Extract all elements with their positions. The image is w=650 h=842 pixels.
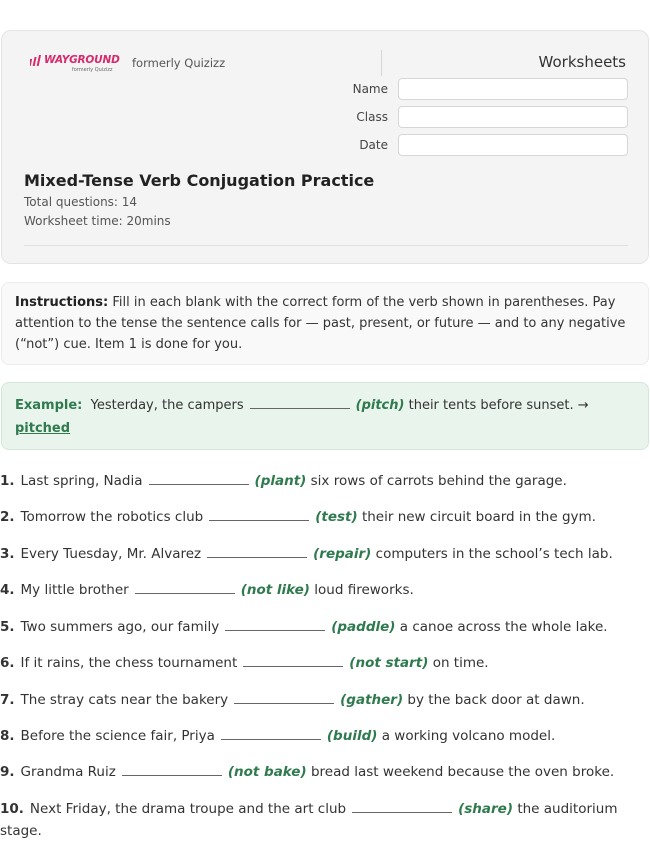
question-text-start: Grandma Ruiz <box>20 764 116 780</box>
question-text-start: Next Friday, the drama troupe and the art club <box>29 801 347 817</box>
worksheets-label: Worksheets <box>538 53 626 71</box>
verb-cue: (paddle) <box>331 619 396 635</box>
question-item <box>0 761 640 783</box>
question-text-start: Before the science fair, Priya <box>20 728 215 744</box>
verb-cue: (plant) <box>254 473 307 489</box>
question-text-end: bread last weekend because the oven broke. <box>310 764 615 780</box>
question-item <box>0 798 640 842</box>
question-item <box>0 579 640 601</box>
class-field[interactable] <box>398 106 628 128</box>
date-label: Date <box>359 138 388 152</box>
question-text-end: their new circuit board in the gym. <box>361 509 596 525</box>
question-item <box>0 725 640 747</box>
instructions-label: Instructions: <box>15 295 109 310</box>
verb-cue: (share) <box>458 801 514 817</box>
question-number: 1. <box>0 473 15 489</box>
question-text-end: six rows of carrots behind the garage. <box>310 473 567 489</box>
question-item <box>0 689 640 711</box>
verb-cue: (build) <box>326 728 378 744</box>
answer-blank[interactable] <box>122 775 222 776</box>
question-number: 6. <box>0 655 15 671</box>
example-label: Example: <box>15 398 83 413</box>
question-number: 8. <box>0 728 15 744</box>
answer-blank[interactable] <box>149 484 249 485</box>
question-text-end: the auditorium stage. <box>0 801 618 839</box>
question-text-end: a canoe across the whole lake. <box>399 619 608 635</box>
name-label: Name <box>352 82 388 96</box>
answer-blank[interactable] <box>352 812 452 813</box>
question-number: 5. <box>0 619 15 635</box>
question-item <box>0 470 640 492</box>
question-text-start: Every Tuesday, Mr. Alvarez <box>20 546 202 562</box>
example-verb-cue: (pitch) <box>355 398 405 413</box>
question-number: 3. <box>0 546 15 562</box>
instructions-text: Fill in each blank with the correct form of the verb shown in parentheses. Pay attention to the tense the sentence calls for — past, present, or future — and to any negative (“not”) cue. Item 1 is done for you. <box>15 295 626 352</box>
question-text-start: Two summers ago, our family <box>20 619 220 635</box>
logo-mark-icon <box>30 55 44 67</box>
date-field[interactable] <box>398 134 628 156</box>
worksheet-header <box>1 30 649 264</box>
header-divider <box>381 50 382 76</box>
answer-blank[interactable] <box>225 630 325 631</box>
verb-cue: (test) <box>315 509 358 525</box>
question-number: 7. <box>0 692 15 708</box>
name-field[interactable] <box>398 78 628 100</box>
question-item <box>0 543 640 565</box>
worksheet-time: Worksheet time: 20mins <box>24 214 171 228</box>
example-box <box>1 382 649 450</box>
question-number: 4. <box>0 582 15 598</box>
page-title: Mixed-Tense Verb Conjugation Practice <box>24 171 375 190</box>
question-item <box>0 506 640 528</box>
question-text-start: Tomorrow the robotics club <box>20 509 204 525</box>
question-text-start: My little brother <box>20 582 129 598</box>
logo-wordmark: WAYGROUND <box>44 54 120 66</box>
question-text-start: The stray cats near the bakery <box>20 692 229 708</box>
question-text-start: Last spring, Nadia <box>20 473 143 489</box>
question-text-end: a working volcano model. <box>381 728 556 744</box>
question-number: 10. <box>0 801 24 817</box>
class-label: Class <box>356 110 388 124</box>
answer-blank[interactable] <box>135 593 235 594</box>
question-text-start: If it rains, the chess tournament <box>20 655 238 671</box>
example-blank <box>250 408 350 409</box>
header-rule <box>24 245 628 246</box>
verb-cue: (not bake) <box>227 764 307 780</box>
logo-subtext: formerly Quizizz <box>72 67 113 73</box>
verb-cue: (not like) <box>240 582 310 598</box>
answer-blank[interactable] <box>234 703 334 704</box>
example-answer: pitched <box>15 421 71 436</box>
instructions-box <box>1 282 649 365</box>
answer-blank[interactable] <box>221 739 321 740</box>
question-text-end: computers in the school’s tech lab. <box>375 546 613 562</box>
question-text-end: by the back door at dawn. <box>407 692 585 708</box>
question-number: 2. <box>0 509 15 525</box>
question-text-end: on time. <box>432 655 489 671</box>
wayground-logo <box>30 55 120 77</box>
total-questions: Total questions: 14 <box>24 195 138 209</box>
question-number: 9. <box>0 764 15 780</box>
formerly-label: formerly Quizizz <box>132 56 226 70</box>
answer-blank[interactable] <box>207 557 307 558</box>
answer-blank[interactable] <box>243 666 343 667</box>
verb-cue: (gather) <box>340 692 404 708</box>
question-item <box>0 652 640 674</box>
example-sentence-start: Yesterday, the campers <box>90 398 244 413</box>
question-text-end: loud fireworks. <box>314 582 414 598</box>
example-sentence-end: their tents before sunset. → <box>408 398 589 413</box>
verb-cue: (not start) <box>349 655 429 671</box>
answer-blank[interactable] <box>209 520 309 521</box>
verb-cue: (repair) <box>313 546 372 562</box>
question-item <box>0 616 640 638</box>
